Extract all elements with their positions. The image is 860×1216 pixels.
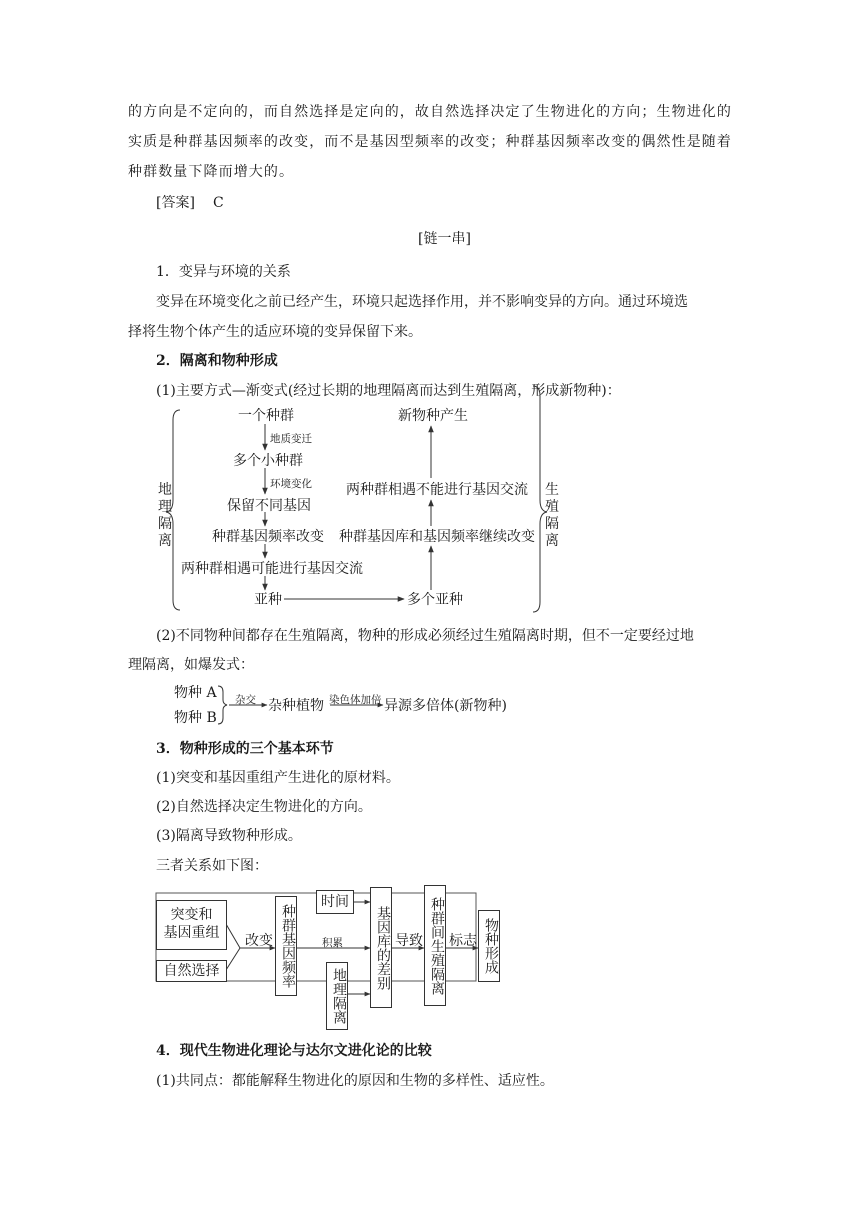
flow-box-gene-pool: 基因库的差别 xyxy=(370,887,392,1008)
flow-box-species-formation: 物种形成 xyxy=(478,910,500,982)
label-chromosome-doubling: 染色体加倍 xyxy=(329,694,382,706)
allopolyploid-result: 异源多倍体(新物种) xyxy=(384,698,507,714)
flow-box-mutation xyxy=(156,900,227,950)
node-small-populations: 多个小种群 xyxy=(233,453,303,469)
species-a: 物种 A xyxy=(174,685,217,701)
node-new-species: 新物种产生 xyxy=(398,408,468,424)
node-may-exchange: 两种群相遇可能进行基因交流 xyxy=(181,561,363,577)
edge-environment-change: 环境变化 xyxy=(270,478,312,490)
flow-box-geo-isolation: 地理隔离 xyxy=(326,962,348,1030)
s2-p1: (1)主要方式—渐变式(经过长期的地理隔离而达到生殖隔离，形成新物种)： xyxy=(156,383,621,399)
intro-line-2: 实质是种群基因频率的改变，而不是基因型频率的改变；种群基因频率改变的偶然性是随着 xyxy=(128,134,732,150)
node-one-population: 一个种群 xyxy=(238,408,294,424)
s2-p2-line-2: 理隔离，如爆发式： xyxy=(128,657,254,673)
s1-line-2: 择将生物个体产生的适应环境的变异保留下来。 xyxy=(128,324,422,340)
node-freq-change: 种群基因频率改变 xyxy=(212,529,324,545)
flow-box-selection: 自然选择 xyxy=(156,960,227,982)
hybrid-plant: 杂种植物 xyxy=(268,698,324,714)
s3-item-1: (1)突变和基因重组产生进化的原材料。 xyxy=(156,770,400,786)
node-many-subspecies: 多个亚种 xyxy=(407,592,463,608)
flow-mutation-line-1: 突变和 xyxy=(170,907,213,923)
s1-line-1: 变异在环境变化之前已经产生，环境只起选择作用，并不影响变异的方向。通过环境选 xyxy=(156,294,688,310)
node-cannot-exchange: 两种群相遇不能进行基因交流 xyxy=(346,482,528,498)
label-hybridize: 杂交 xyxy=(235,694,256,706)
right-brace-label: 生殖隔离 xyxy=(545,482,559,549)
s2-heading: 2．隔离和物种形成 xyxy=(156,353,278,369)
flow-label-lead: 导致 xyxy=(395,933,423,949)
s4-p1: (1)共同点：都能解释生物进化的原因和生物的多样性、适应性。 xyxy=(156,1073,554,1089)
s1-heading: 1．变异与环境的关系 xyxy=(156,264,291,280)
flow-line-selection xyxy=(226,948,240,970)
answer-value: C xyxy=(213,195,224,211)
edge-geologic-change: 地质变迁 xyxy=(270,433,312,445)
flow-box-gene-freq: 种群基因频率 xyxy=(275,896,297,996)
intro-line-1: 的方向是不定向的，而自然选择是定向的，故自然选择决定了生物进化的方向；生物进化的 xyxy=(128,104,732,120)
flow-mutation-line-2: 基因重组 xyxy=(163,925,220,941)
s3-heading: 3．物种形成的三个基本环节 xyxy=(156,741,334,757)
flow-label-accumulate: 积累 xyxy=(322,937,343,949)
flow-box-repro-isolation: 种群间生殖隔离 xyxy=(424,885,446,1006)
s4-heading: 4．现代生物进化理论与达尔文进化论的比较 xyxy=(156,1043,432,1059)
node-subspecies: 亚种 xyxy=(254,592,282,608)
flow-label-mark: 标志 xyxy=(449,933,477,949)
s3-item-2: (2)自然选择决定生物进化的方向。 xyxy=(156,799,372,815)
s2-p2-line-1: (2)不同物种间都存在生殖隔离，物种的形成必须经过生殖隔离时期，但不一定要经过地 xyxy=(156,628,694,644)
s3-item-3: (3)隔离导致物种形成。 xyxy=(156,828,302,844)
node-pool-change: 种群基因库和基因频率继续改变 xyxy=(339,529,535,545)
species-b: 物种 B xyxy=(174,710,217,726)
s3-relation-intro: 三者关系如下图： xyxy=(156,858,268,874)
left-brace-label: 地理隔离 xyxy=(158,482,172,549)
flow-line-mutation xyxy=(226,924,240,948)
burst-brace xyxy=(218,686,227,724)
intro-line-3: 种群数量下降而增大的。 xyxy=(128,164,295,180)
section-title: [链一串] xyxy=(418,231,471,247)
flow-box-time: 时间 xyxy=(316,890,354,914)
flow-label-change: 改变 xyxy=(245,933,273,949)
node-keep-genes: 保留不同基因 xyxy=(227,498,311,514)
answer-label: [答案] xyxy=(156,195,195,211)
